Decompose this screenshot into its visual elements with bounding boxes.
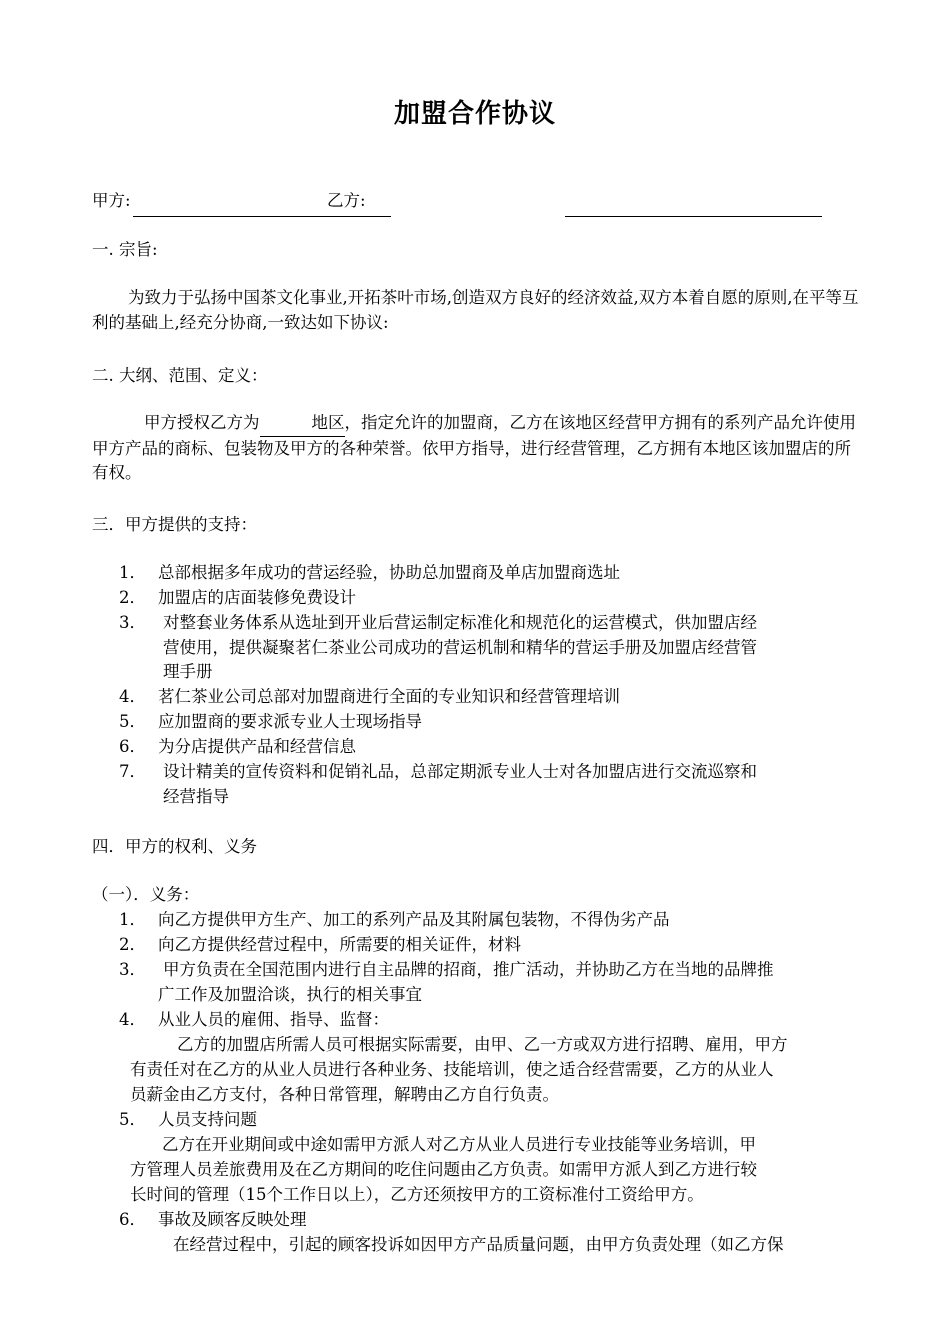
section3-heading: 三．甲方提供的支持： <box>92 515 257 534</box>
list-item-number: 4． <box>119 1010 146 1029</box>
list-item-number: 6． <box>119 737 146 756</box>
section1-heading: 一. 宗旨: <box>92 240 158 259</box>
list-item: 向乙方提供甲方生产、加工的系列产品及其附属包装物，不得伪劣产品 <box>158 910 670 929</box>
list-item: 应加盟商的要求派专业人士现场指导 <box>158 712 422 731</box>
list-item: 加盟店的店面装修免费设计 <box>158 588 356 607</box>
list-item: 向乙方提供经营过程中，所需要的相关证件，材料 <box>158 935 521 954</box>
section2-text-after: ，指定允许的加盟商，乙方在该地区经营甲方拥有的系列产品允许使用甲方产品的商标、包装物及甲方的各种荣誉。依甲方指导，进行经营管理，乙方拥有本地区该加盟店的所有权。 <box>92 413 856 482</box>
list-item-continuation: 经营指导 <box>163 787 229 806</box>
list-item-continuation: 营使用，提供凝聚茗仁茶业公司成功的营运机制和精华的营运手册及加盟店经营管 <box>163 638 757 657</box>
party-a-label: 甲方: <box>92 191 131 210</box>
party-b-signature-line <box>565 216 822 217</box>
party-a-signature-line <box>133 216 391 217</box>
list-item: 为分店提供产品和经营信息 <box>158 737 356 756</box>
list-item: 人员支持问题 <box>158 1110 257 1129</box>
section4-subheading: （一）．义务： <box>92 885 200 904</box>
region-blank: 地区 <box>260 411 345 437</box>
item4-paragraph-line: 乙方的加盟店所需人员可根据实际需要，由甲、乙一方或双方进行招聘、雇用，甲方 <box>177 1035 788 1054</box>
list-item-number: 7． <box>119 762 146 781</box>
item5-paragraph-line: 方管理人员差旅费用及在乙方期间的吃住问题由乙方负责。如需甲方派人到乙方进行较 <box>130 1160 757 1179</box>
list-item-number: 5． <box>119 1110 146 1129</box>
list-item: 设计精美的宣传资料和促销礼品，总部定期派专业人士对各加盟店进行交流巡察和 <box>163 762 757 781</box>
list-item: 总部根据多年成功的营运经验，协助总加盟商及单店加盟商选址 <box>158 563 620 582</box>
section2-paragraph <box>92 411 860 486</box>
item4-paragraph-line: 有责任对在乙方的从业人员进行各种业务、技能培训，使之适合经营需要，乙方的从业人 <box>130 1060 774 1079</box>
list-item-number: 4． <box>119 687 146 706</box>
section2-text-before: 甲方授权乙方为 <box>144 413 260 432</box>
list-item-number: 2． <box>119 935 146 954</box>
section2-heading: 二. 大纲、范围、定义： <box>92 366 268 385</box>
list-item-number: 2． <box>119 588 146 607</box>
list-item-number: 1． <box>119 563 146 582</box>
item4-paragraph-line: 员薪金由乙方支付，各种日常管理，解聘由乙方自行负责。 <box>130 1085 559 1104</box>
item5-paragraph-line: 长时间的管理（15个工作日以上），乙方还须按甲方的工资标准付工资给甲方。 <box>130 1185 704 1204</box>
item6-paragraph-line: 在经营过程中，引起的顾客投诉如因甲方产品质量问题，由甲方负责处理（如乙方保 <box>173 1235 784 1254</box>
list-item: 对整套业务体系从选址到开业后营运制定标准化和规范化的运营模式，供加盟店经 <box>163 613 757 632</box>
list-item-continuation: 理手册 <box>163 662 213 681</box>
section4-heading: 四．甲方的权利、义务 <box>92 837 257 856</box>
list-item: 从业人员的雇佣、指导、监督： <box>158 1010 389 1029</box>
list-item-continuation: 广工作及加盟洽谈，执行的相关事宜 <box>158 985 422 1004</box>
document-title: 加盟合作协议 <box>393 99 556 129</box>
party-b-label: 乙方: <box>327 191 366 210</box>
list-item: 茗仁茶业公司总部对加盟商进行全面的专业知识和经营管理培训 <box>158 687 620 706</box>
list-item-number: 3． <box>119 960 146 979</box>
list-item: 事故及顾客反映处理 <box>158 1210 307 1229</box>
item5-paragraph-line: 乙方在开业期间或中途如需甲方派人对乙方从业人员进行专业技能等业务培训，甲 <box>162 1135 756 1154</box>
list-item-number: 5． <box>119 712 146 731</box>
section1-paragraph: 为致力于弘扬中国茶文化事业,开拓茶叶市场,创造双方良好的经济效益,双方本着自愿的原则,在平等互利的基础上,经充分协商,一致达如下协议: <box>92 288 859 332</box>
list-item: 甲方负责在全国范围内进行自主品牌的招商，推广活动，并协助乙方在当地的品牌推 <box>163 960 774 979</box>
list-item-number: 6． <box>119 1210 146 1229</box>
list-item-number: 1． <box>119 910 146 929</box>
list-item-number: 3． <box>119 613 146 632</box>
